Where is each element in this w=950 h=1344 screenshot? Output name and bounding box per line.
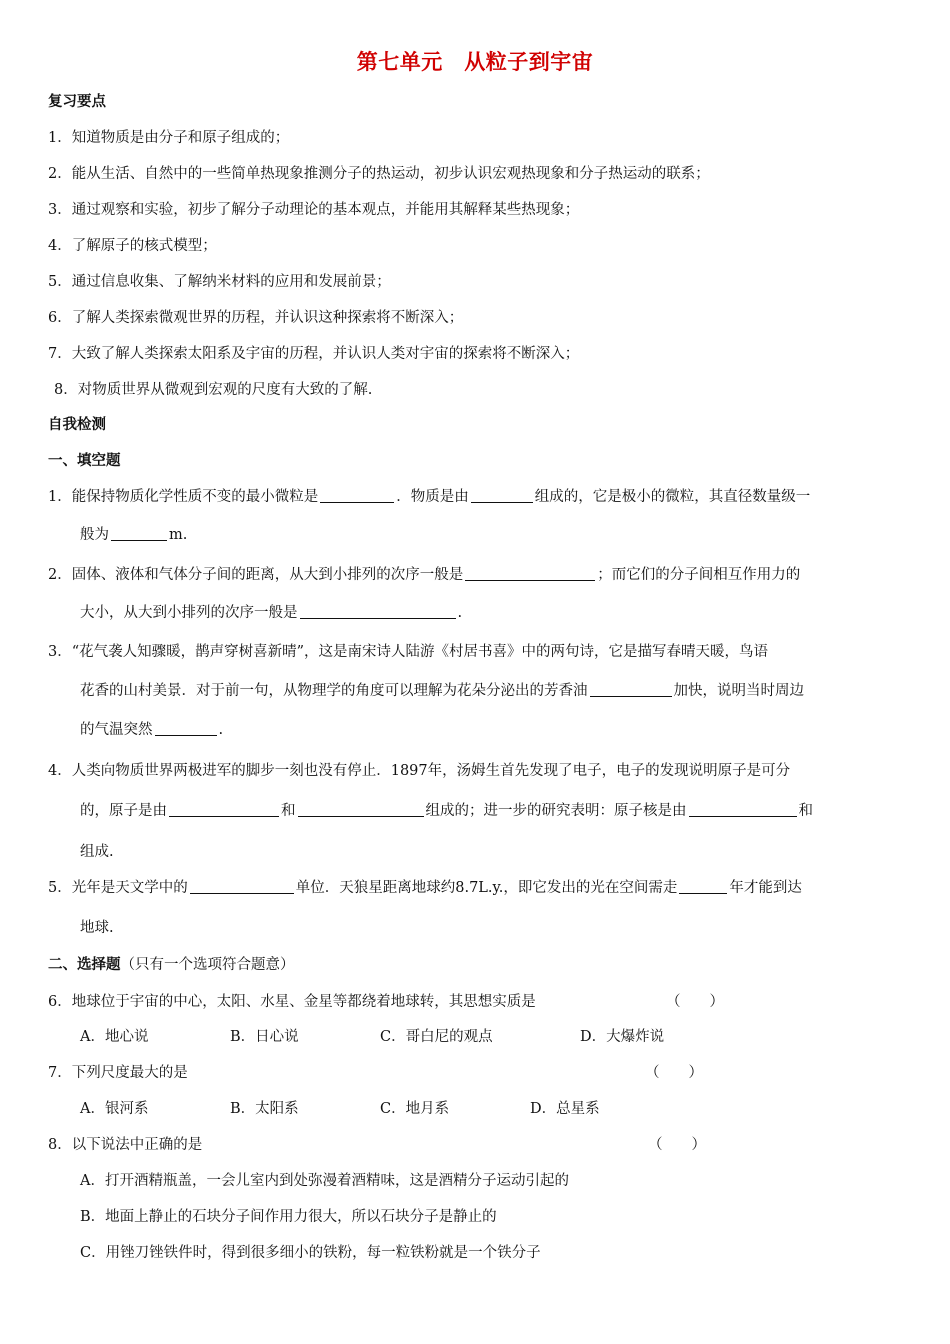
option-b[interactable]: B．太阳系 — [230, 1101, 299, 1117]
answer-blank[interactable] — [689, 801, 797, 817]
review-item-1: 1．知道物质是由分子和原子组成的； — [48, 130, 290, 146]
fill-heading: 一、填空题 — [48, 453, 121, 469]
answer-blank[interactable] — [169, 801, 279, 817]
question-7-stem: 7．下列尺度最大的是 — [48, 1065, 188, 1081]
question-5-line-2: 地球. — [80, 920, 114, 936]
option-b[interactable]: B．地面上静止的石块分子间作用力很大，所以石块分子是静止的 — [80, 1209, 497, 1225]
option-a[interactable]: A．银河系 — [80, 1101, 149, 1117]
answer-blank[interactable] — [300, 603, 456, 619]
option-c[interactable]: C．地月系 — [380, 1101, 450, 1117]
question-2-line-2: 大小，从大到小排列的次序一般是 . — [80, 605, 463, 621]
question-1-line-2: 般为 m. — [80, 527, 188, 543]
question-4-line-1: 4．人类向物质世界两极进军的脚步一刻也没有停止．1897年，汤姆生首先发现了电子，电子的发现说明原子是可分 — [48, 763, 791, 779]
option-a[interactable]: A．地心说 — [80, 1029, 149, 1045]
choice-heading: 二、选择题（只有一个选项符合题意） — [48, 957, 295, 973]
question-5-line-1: 5．光年是天文学中的 单位．天狼星距离地球约8.7L.y.，即它发出的光在空间需走 年才能到达 — [48, 880, 802, 896]
answer-blank[interactable] — [190, 878, 294, 894]
answer-blank[interactable] — [679, 878, 727, 894]
review-item-4: 4．了解原子的核式模型； — [48, 238, 217, 254]
review-heading: 复习要点 — [48, 94, 106, 110]
answer-blank[interactable] — [298, 801, 424, 817]
question-1-line-1: 1．能保持物质化学性质不变的最小微粒是 ．物质是由 组成的，它是极小的微粒，其直径数量级一 — [48, 489, 811, 505]
document-title: 第七单元 从粒子到宇宙 — [356, 50, 594, 74]
review-item-6: 6．了解人类探索微观世界的历程，并认识这种探索将不断深入； — [48, 310, 464, 326]
answer-parenthesis[interactable]: （ ） — [645, 1065, 703, 1081]
option-b[interactable]: B．日心说 — [230, 1029, 299, 1045]
answer-blank[interactable] — [111, 525, 167, 541]
option-d[interactable]: D．总星系 — [530, 1101, 600, 1117]
review-item-3: 3．通过观察和实验，初步了解分子动理论的基本观点，并能用其解释某些热现象； — [48, 202, 580, 218]
question-8-stem: 8．以下说法中正确的是 — [48, 1137, 203, 1153]
review-item-8: 8．对物质世界从微观到宏观的尺度有大致的了解. — [54, 382, 373, 398]
question-3-line-1: 3．“花气袭人知骤暖，鹊声穿树喜新晴”，这是南宋诗人陆游《村居书喜》中的两句诗，它是描写春晴天暖，鸟语 — [48, 644, 769, 660]
answer-blank[interactable] — [465, 565, 595, 581]
answer-blank[interactable] — [155, 720, 217, 736]
answer-blank[interactable] — [471, 487, 533, 503]
answer-parenthesis[interactable]: （ ） — [666, 994, 724, 1010]
option-c[interactable]: C．哥白尼的观点 — [380, 1029, 493, 1045]
question-2-line-1: 2．固体、液体和气体分子间的距离，从大到小排列的次序一般是 ；而它们的分子间相互作用力的 — [48, 567, 801, 583]
option-c[interactable]: C．用锉刀锉铁件时，得到很多细小的铁粉，每一粒铁粉就是一个铁分子 — [80, 1245, 541, 1261]
review-item-7: 7．大致了解人类探索太阳系及宇宙的历程，并认识人类对宇宙的探索将不断深入； — [48, 346, 580, 362]
review-item-5: 5．通过信息收集、了解纳米材料的应用和发展前景； — [48, 274, 391, 290]
question-3-line-2: 花香的山村美景．对于前一句，从物理学的角度可以理解为花朵分泌出的芳香油 加快，说明当时周边 — [80, 683, 804, 699]
question-6-stem: 6．地球位于宇宙的中心，太阳、水星、金星等都绕着地球转，其思想实质是 — [48, 994, 536, 1010]
question-3-line-3: 的气温突然 . — [80, 722, 224, 738]
question-4-line-3: 组成. — [80, 844, 114, 860]
answer-parenthesis[interactable]: （ ） — [648, 1137, 706, 1153]
question-4-line-2: 的，原子是由 和 组成的；进一步的研究表明：原子核是由 和 — [80, 803, 813, 819]
answer-blank[interactable] — [320, 487, 394, 503]
option-d[interactable]: D．大爆炸说 — [580, 1029, 665, 1045]
option-a[interactable]: A．打开酒精瓶盖，一会儿室内到处弥漫着酒精味，这是酒精分子运动引起的 — [80, 1173, 569, 1189]
review-item-2: 2．能从生活、自然中的一些简单热现象推测分子的热运动，初步认识宏观热现象和分子热运动的联系； — [48, 166, 710, 182]
answer-blank[interactable] — [590, 681, 672, 697]
self-test-heading: 自我检测 — [48, 417, 106, 433]
